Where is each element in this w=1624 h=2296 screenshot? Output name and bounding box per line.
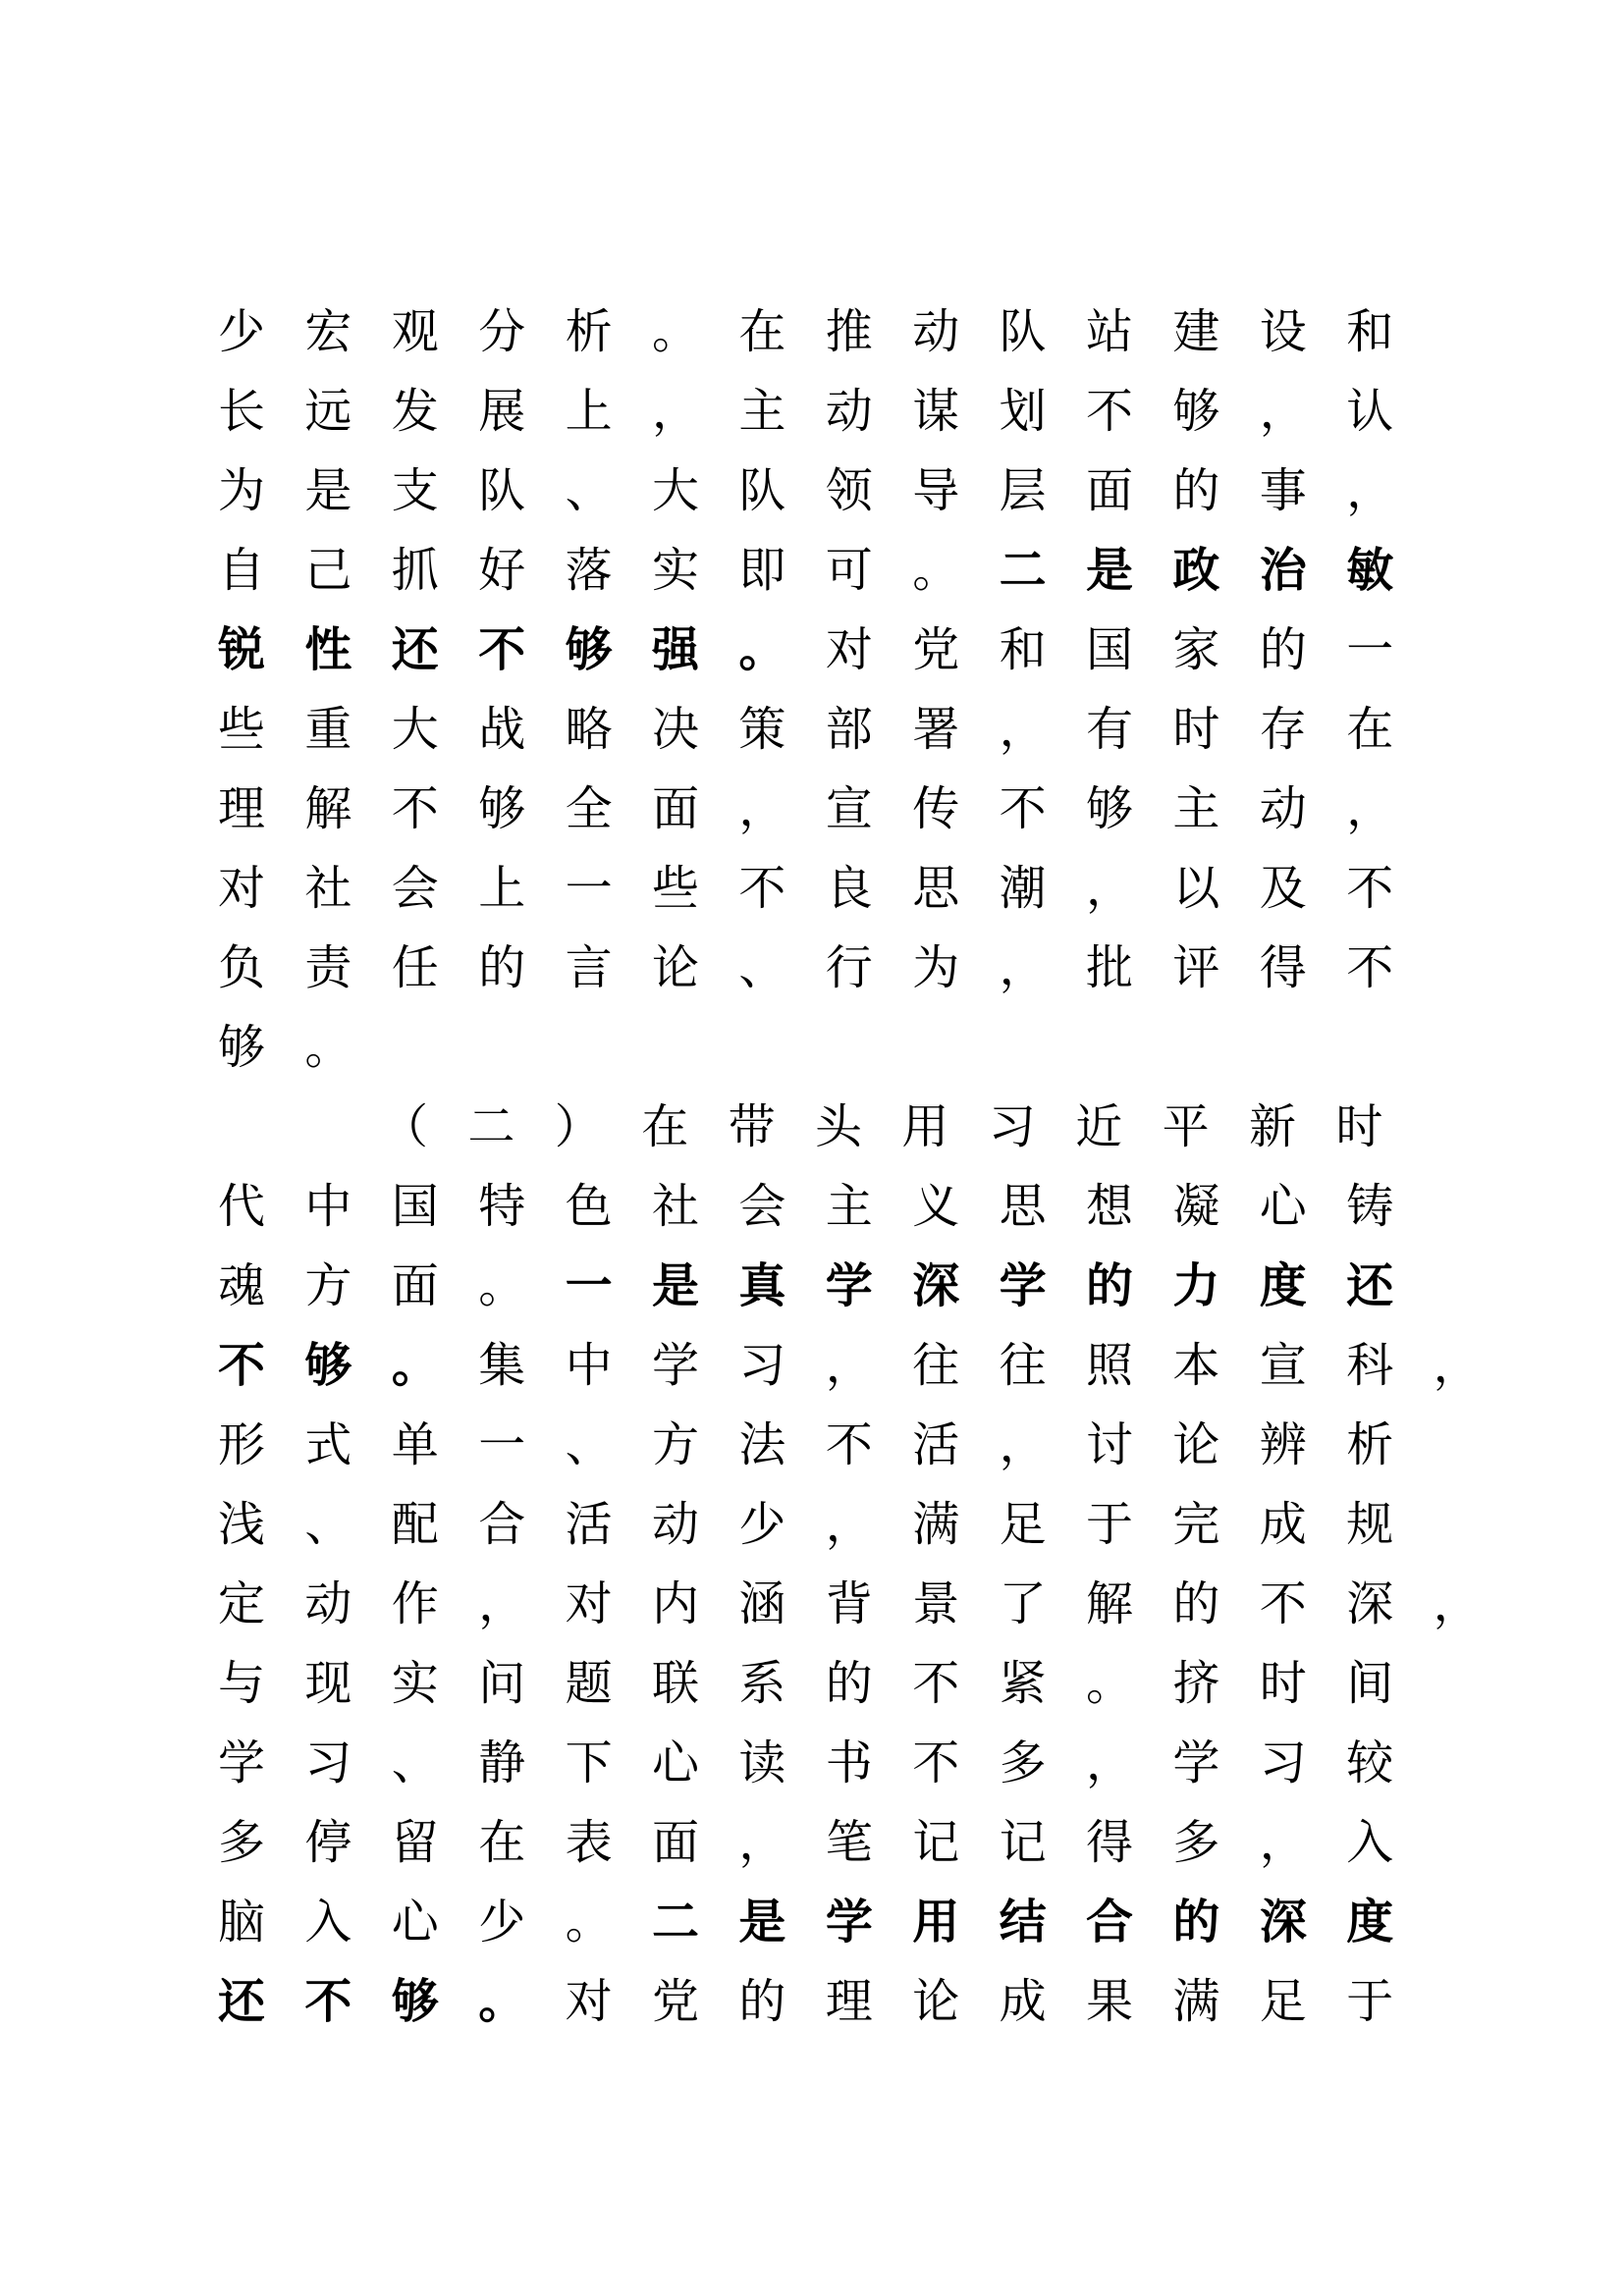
text-line [218,1326,1520,1406]
text-segment: 形式单一、方法不活，讨论辨析 [218,1417,1434,1472]
text-line [218,531,1520,611]
text-segment: 理解不够全面，宣传不够主动， [218,781,1434,836]
text-line [218,1247,1520,1326]
text-segment: 魂方面。 [218,1258,566,1313]
text-segment: 少宏观分析。在推动队站建设和 [218,304,1434,359]
bold-text-segment: 二是政治敏 [999,543,1434,598]
text-segment: 对党和国家的一 [825,622,1434,677]
text-segment: 浅、配合活动少，满足于完成规 [218,1497,1434,1552]
text-line [218,293,1520,372]
bold-text-segment: 二是学用结合的深度 [652,1895,1434,1949]
text-segment: 代中国特色社会主义思想凝心铸 [218,1179,1434,1234]
bold-text-segment: 不够。 [218,1338,479,1393]
text-line [218,690,1520,770]
text-line [218,849,1520,929]
text-line [218,770,1520,849]
text-segment: 够。 [218,1020,392,1075]
text-line [218,1644,1520,1724]
text-line [218,372,1520,452]
text-segment: 多停留在表面，笔记记得多，入 [218,1815,1434,1870]
text-segment: 学习、静下心读书不多，学习较 [218,1735,1434,1790]
text-segment: 长远发展上，主动谋划不够，认 [218,384,1434,439]
text-line [218,1724,1520,1803]
text-segment: 对党的理论成果满足于 [565,1974,1434,2029]
document-body [218,293,1520,2042]
text-line [218,929,1520,1008]
text-segment: 自己抓好落实即可。 [218,543,1000,598]
bold-text-segment: 还不够。 [218,1974,566,2029]
text-segment: 对社会上一些不良思潮，以及不 [218,861,1434,916]
text-segment: （二）在带头用习近平新时 [381,1099,1423,1154]
text-line [218,1883,1520,1962]
text-line [218,1406,1520,1485]
bold-text-segment: 一是真学深学的力度还 [565,1258,1434,1313]
text-line [218,1088,1520,1167]
text-line [218,1485,1520,1565]
text-segment: 些重大战略决策部署，有时存在 [218,702,1434,757]
text-line [218,1565,1520,1644]
text-line [218,611,1520,690]
text-segment: 脑入心少。 [218,1895,653,1949]
text-line [218,452,1520,531]
text-segment: 定动作，对内涵背景了解的不深， [218,1576,1521,1631]
text-segment: 与现实问题联系的不紧。挤时间 [218,1656,1434,1711]
paragraph [218,1088,1520,2042]
text-line [218,1962,1520,2042]
text-line [218,1008,1520,1088]
text-line [218,1167,1520,1247]
bold-text-segment: 锐性还不够强。 [218,622,826,677]
text-line [218,1803,1520,1883]
text-segment: 为是支队、大队领导层面的事， [218,463,1434,518]
text-segment: 集中学习，往往照本宣科， [478,1338,1521,1393]
paragraph [218,293,1520,1088]
text-segment: 负责任的言论、行为，批评得不 [218,940,1434,995]
